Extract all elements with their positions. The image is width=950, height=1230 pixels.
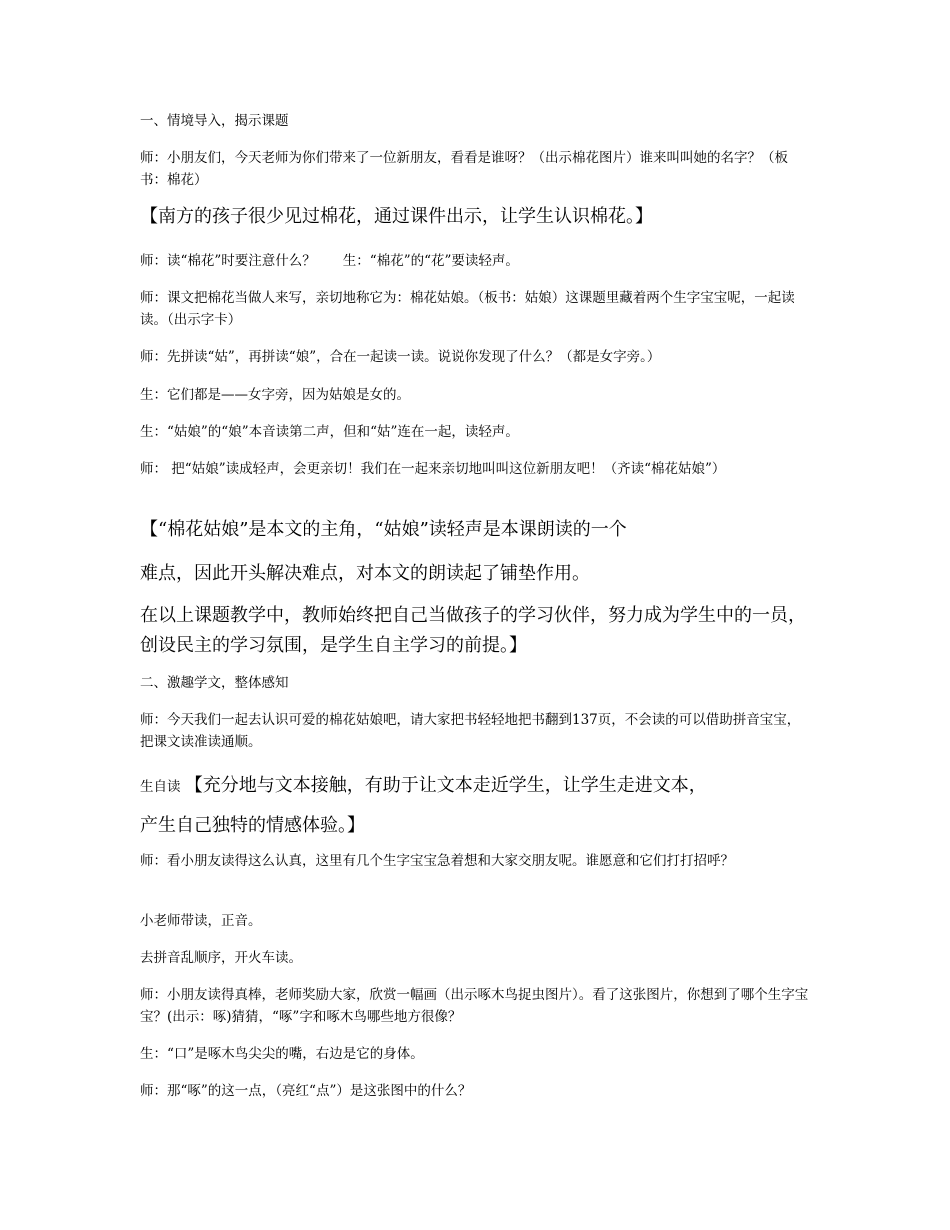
annotation-paragraph: 产生自己独特的情感体验。】 <box>140 815 365 836</box>
paragraph <box>140 771 812 802</box>
paragraph: 师：看小朋友读得这么认真，这里有几个生字宝宝急着想和大家交朋友呢。谁愿意和它们打打招呼？ <box>140 853 734 869</box>
annotation-paragraph: 在以上课题教学中，教师始终把自己当做孩子的学习伙伴，努力成为学生中的一员，创设民主的学习氛围，是学生自主学习的前提。】 <box>140 605 806 656</box>
paragraph: 生：它们都是——女字旁，因为姑娘是女的。 <box>140 387 410 403</box>
section-heading-1: 一、情境导入，揭示课题 <box>140 113 289 129</box>
section-heading-2: 二、激趣学文，整体感知 <box>140 675 289 691</box>
paragraph: 师：小朋友读得真棒，老师奖励大家，欣赏一幅画（出示啄木鸟捉虫图片）。看了这张图片，你想到了哪个生字宝宝？(出示：啄)猜猜，“啄”字和啄木鸟哪些地方很像？ <box>140 987 809 1025</box>
paragraph-lead: 生自读 <box>140 779 185 795</box>
paragraph: 师：今天我们一起去认识可爱的棉花姑娘吧，请大家把书轻轻地把书翻到137页，不会读的可以借助拼音宝宝，把课文读准读通顺。 <box>140 712 801 750</box>
paragraph: 师：那“啄”的这一点，（亮红“点”）是这张图中的什么？ <box>140 1083 472 1099</box>
annotation-paragraph: 难点，因此开头解决难点，对本文的朗读起了铺垫作用。 <box>140 563 590 584</box>
annotation-paragraph: 【南方的孩子很少见过棉花，通过课件出示，让学生认识棉花。】 <box>140 206 653 227</box>
paragraph: 师： 把“姑娘”读成轻声，会更亲切！我们在一起来亲切地叫叫这位新朋友吧！（齐读“棉花姑娘”） <box>140 461 726 477</box>
annotation-inline: 【充分地与文本接触，有助于让文本走近学生，让学生走进文本， <box>184 775 707 796</box>
paragraph: 生：“姑娘”的“娘”本音读第二声，但和“姑”连在一起，读轻声。 <box>140 424 519 440</box>
paragraph: 去拼音乱顺序，开火车读。 <box>140 950 302 966</box>
annotation-paragraph: 【“棉花姑娘”是本文的主角，“姑娘”读轻声是本课朗读的一个 <box>140 519 627 540</box>
paragraph: 师：小朋友们，今天老师为你们带来了一位新朋友，看看是谁呀？（出示棉花图片）谁来叫叫她的名字？（板书：棉花） <box>140 150 788 188</box>
paragraph: 师：课文把棉花当做人来写，亲切地称它为：棉花姑娘。（板书：姑娘）这课题里藏着两个生字宝宝呢，一起读读。（出示字卡） <box>140 290 795 328</box>
paragraph: 小老师带读，正音。 <box>140 913 262 929</box>
paragraph: 师：先拼读“姑”，再拼读“娘”，合在一起读一读。说说你发现了什么？（都是女字旁。） <box>140 349 661 365</box>
paragraph: 生：“口”是啄木鸟尖尖的嘴，右边是它的身体。 <box>140 1046 424 1062</box>
paragraph: 师：读“棉花”时要注意什么？ 生：“棉花”的“花”要读轻声。 <box>140 253 519 269</box>
